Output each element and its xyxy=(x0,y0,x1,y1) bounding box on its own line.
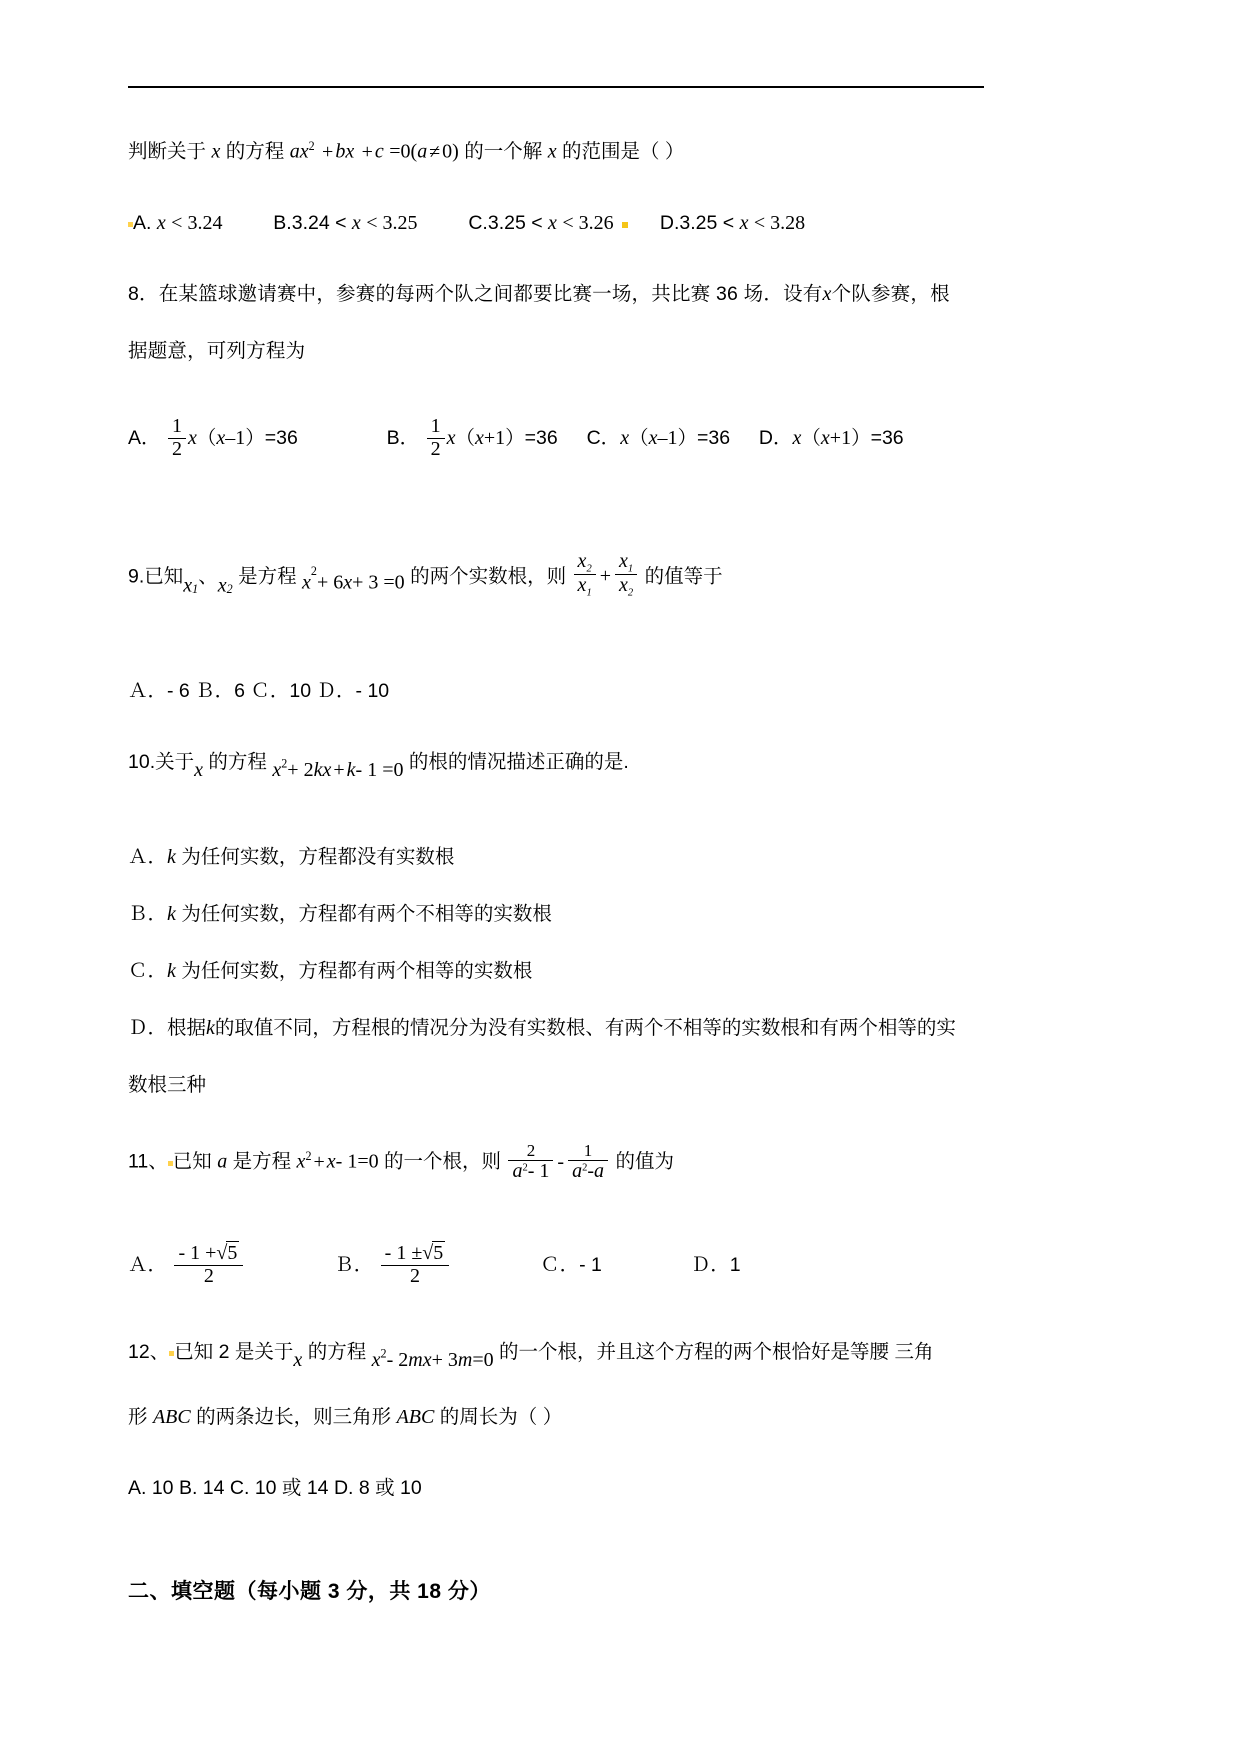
q7-equals-zero: =0( xyxy=(389,140,418,163)
q9-f1-den-sub: 1 xyxy=(586,587,592,599)
q10-eq-exponent: 2 xyxy=(281,756,288,771)
q11-eq-tail: - 1=0 xyxy=(335,1150,379,1173)
q7-option-a-var: x xyxy=(156,211,166,234)
q10-option-c-text: 为任何实数，方程都有两个相等的实数根 xyxy=(181,960,533,983)
q11-opt-a-num-pre: - 1 + xyxy=(178,1242,217,1265)
q8-stem-line1: 8．在某篮球邀请赛中，参赛的每两个队之间都要比赛一场，共比赛 36 场．设有 xyxy=(128,282,823,305)
q11-a-var: a xyxy=(217,1150,228,1173)
question-12-stem-line2 xyxy=(128,1389,984,1446)
spacer xyxy=(128,799,984,829)
q7-stem-part-a: 判断关于 xyxy=(128,140,207,163)
q12-variable: x xyxy=(293,1348,303,1371)
q11-fraction-1-numerator: 2 xyxy=(508,1142,553,1161)
q8-stem-line1-tail: 个队参赛，根 xyxy=(831,282,950,305)
q8-option-c-var: x xyxy=(620,426,630,449)
q7-coef-a: a xyxy=(289,140,300,163)
q11-eq-exponent: 2 xyxy=(305,1149,312,1164)
q7-option-a-label[interactable]: A. xyxy=(133,211,152,234)
q11-eq-x-2: x xyxy=(326,1150,336,1173)
q7-option-d-rel: < 3.28 xyxy=(753,211,806,234)
q9-after: 的两个实数根，则 xyxy=(410,565,567,587)
spacer xyxy=(128,1114,984,1128)
q7-a-condition: a xyxy=(417,140,428,163)
q11-eq-plus: + xyxy=(313,1150,325,1173)
question-7-options xyxy=(128,195,984,252)
q10-option-b-label: Ｂ． xyxy=(128,903,168,926)
q10-eq-k: k xyxy=(313,759,323,782)
q12-eq-m-2: m xyxy=(457,1348,473,1371)
q8-option-c-inner-op: –1 xyxy=(657,426,678,449)
question-11-stem xyxy=(128,1128,984,1191)
q9-f2-num-sub: 1 xyxy=(627,562,634,574)
q11-option-d-label[interactable]: Ｄ．1 xyxy=(690,1253,741,1276)
q12-eq-exponent: 2 xyxy=(380,1346,387,1361)
q12-eq-m: m xyxy=(408,1348,423,1371)
q7-eq-x: x xyxy=(299,140,309,163)
q7-exponent: 2 xyxy=(308,139,315,153)
q11-minus: - xyxy=(557,1150,565,1173)
q12-line2-c: 的周长为（ ） xyxy=(439,1405,563,1428)
q11-option-a-numerator xyxy=(174,1243,243,1266)
q11-option-a-label[interactable]: Ａ． xyxy=(128,1253,168,1276)
question-9-options[interactable]: Ａ．- 6 Ｂ．6 Ｃ．10 Ｄ．- 10 xyxy=(128,680,390,703)
question-10-option-c[interactable] xyxy=(128,943,984,1000)
spacer xyxy=(128,181,984,195)
q11-eq-x: x xyxy=(296,1150,306,1173)
q9-fraction-1-numerator xyxy=(574,551,596,576)
q12-eq-x-2: x xyxy=(422,1348,432,1371)
question-9-stem xyxy=(128,543,984,618)
q9-fraction-2-denominator xyxy=(615,575,637,599)
q12-eq-plus: + 3 xyxy=(431,1348,458,1371)
q11-f1-den-exp: 2 xyxy=(522,1162,528,1174)
q8-option-b-numerator: 1 xyxy=(427,416,445,439)
q7-option-c-var: x xyxy=(548,211,557,234)
q8-option-c-open: （ xyxy=(629,426,649,449)
q9-fraction-2-numerator xyxy=(615,551,637,576)
q9-root-1: x xyxy=(183,574,193,596)
q8-option-b-inner-var: x xyxy=(475,426,484,449)
q10-option-c-var: k xyxy=(167,960,176,983)
q10-eq-x: x xyxy=(272,759,282,782)
q8-stem-variable: x xyxy=(822,282,832,305)
q11-f2-den-exp: 2 xyxy=(582,1162,588,1174)
question-8-options xyxy=(128,410,984,467)
q9-root-1-sub: 1 xyxy=(192,581,199,596)
q10-option-b-text: 为任何实数，方程都有两个不相等的实数根 xyxy=(181,903,552,926)
q11-fraction-1 xyxy=(508,1142,553,1183)
spacer xyxy=(128,617,984,663)
q8-option-b-fraction xyxy=(427,416,445,460)
q7-option-b-rel: < 3.25 xyxy=(366,211,418,234)
spacer xyxy=(128,720,984,734)
q12-eq-mid: - 2 xyxy=(386,1348,409,1371)
q9-eq-rest: + 6 xyxy=(316,571,344,593)
q11-fraction-1-denominator xyxy=(508,1161,553,1183)
q11-tail: 的值为 xyxy=(615,1150,674,1173)
q8-option-b-open: （ xyxy=(455,426,475,449)
q9-comma: 、 xyxy=(198,565,218,587)
q11-mid: 是方程 xyxy=(232,1150,292,1173)
question-8-stem xyxy=(128,266,984,323)
q11-lead: 11、 xyxy=(128,1150,168,1173)
spacer xyxy=(128,380,984,410)
q9-f1-num-sub: 2 xyxy=(586,562,592,574)
q10-variable: x xyxy=(194,759,203,782)
q9-fraction-1 xyxy=(574,551,596,600)
q9-tail: 的值等于 xyxy=(644,565,723,587)
q8-option-d-inner-var: x xyxy=(820,426,830,449)
q9-eq-exponent: 2 xyxy=(310,563,317,578)
question-10-option-d-cont xyxy=(128,1057,984,1114)
q11-f1-den-a: a xyxy=(512,1160,523,1183)
q9-f1-num-var: x xyxy=(577,549,587,572)
q8-option-d-inner-op: +1 xyxy=(829,426,852,449)
q10-option-a-text: 为任何实数，方程都没有实数根 xyxy=(181,846,455,869)
q8-option-a-close: ）=36 xyxy=(245,426,298,449)
q9-mid: 是方程 xyxy=(238,565,297,587)
question-10-option-b[interactable] xyxy=(128,886,984,943)
header-divider xyxy=(128,86,984,88)
q11-fraction-2 xyxy=(568,1142,608,1183)
q8-option-a-open: （ xyxy=(196,426,217,449)
q8-option-b-denominator: 2 xyxy=(430,437,441,460)
question-12-options[interactable]: A. 10 B. 14 C. 10 或 14 D. 8 或 10 xyxy=(128,1476,422,1499)
q10-mid: 的方程 xyxy=(208,751,267,774)
spacer xyxy=(128,252,984,266)
q9-f2-den-var: x xyxy=(618,574,628,597)
q8-option-a-var: x xyxy=(187,426,197,449)
page-content xyxy=(128,86,984,1620)
question-12-stem xyxy=(128,1324,984,1389)
q10-option-d-var: k xyxy=(206,1017,215,1040)
q10-eq-tail: - 1 =0 xyxy=(355,759,404,782)
q10-option-d-line2: 数根三种 xyxy=(128,1074,207,1097)
q12-line2-b: 的两条边长，则三角形 xyxy=(196,1405,392,1428)
q8-stem-line2-text: 据题意，可列方程为 xyxy=(128,339,306,362)
q8-option-d-label[interactable]: D． xyxy=(758,426,793,449)
q12-triangle-abc-2: ABC xyxy=(396,1405,435,1428)
q12-line1-a: 已知 2 是关于 xyxy=(174,1340,294,1363)
q11-option-b-label[interactable]: Ｂ． xyxy=(334,1253,374,1276)
q8-option-d-var: x xyxy=(792,426,802,449)
question-8-stem-line2 xyxy=(128,323,984,380)
q8-option-c-label[interactable]: C． xyxy=(586,426,621,449)
q7-stem-part-d: 的范围是（ ） xyxy=(562,140,685,163)
q9-eq-x: x xyxy=(302,571,311,593)
q10-option-b-var: k xyxy=(167,903,176,926)
q10-option-a-var: k xyxy=(167,846,176,869)
q7-eq-x-2: x xyxy=(345,140,355,163)
highlight-dot-icon xyxy=(622,222,628,228)
q7-zero-close: 0) xyxy=(442,140,459,163)
spacer xyxy=(128,513,984,543)
q11-opt-b-radicand: 5 xyxy=(433,1242,444,1265)
q10-option-c-label: Ｃ． xyxy=(128,960,168,983)
sqrt-icon: √5 xyxy=(216,1242,238,1265)
q9-fraction-1-denominator xyxy=(574,575,596,599)
q7-coef-c: c xyxy=(374,140,384,163)
q7-plus-1: + xyxy=(322,140,334,163)
q11-option-b-fraction xyxy=(381,1243,450,1287)
q11-known: 已知 xyxy=(172,1150,212,1173)
q9-eq-x-2: x xyxy=(343,571,353,593)
q10-eq-plus: + xyxy=(333,759,345,782)
q11-f1-den-tail: - 1 xyxy=(527,1160,550,1183)
q12-triangle-abc-1: ABC xyxy=(152,1405,191,1428)
question-11-options xyxy=(128,1237,984,1294)
q8-option-a-inner-op: –1 xyxy=(225,426,246,449)
q8-option-c-close: ）=36 xyxy=(677,426,731,449)
q7-solution-variable: x xyxy=(547,140,557,163)
spacer xyxy=(128,1294,984,1324)
q8-option-a-label[interactable]: A． xyxy=(128,426,161,449)
q11-fraction-2-denominator xyxy=(568,1161,608,1183)
q7-option-b-var: x xyxy=(351,211,361,234)
q7-option-d-label[interactable]: D.3.25 < xyxy=(659,211,735,234)
q9-eq-tail: + 3 =0 xyxy=(352,571,405,593)
q8-option-d-open: （ xyxy=(801,426,821,449)
q11-option-a-fraction xyxy=(174,1243,243,1287)
q8-option-b-var: x xyxy=(446,426,456,449)
spacer xyxy=(128,467,984,513)
q7-option-c-rel: < 3.26 xyxy=(562,211,614,234)
q7-stem-part-c: 的一个解 xyxy=(464,140,543,163)
q10-lead: 10.关于 xyxy=(128,751,195,774)
q8-option-a-denominator: 2 xyxy=(171,437,182,460)
section-2-heading: 二、填空题（每小题 3 分，共 18 分） xyxy=(128,1579,491,1603)
q11-f2-den-tail: - xyxy=(587,1160,595,1183)
q11-opt-a-radicand: 5 xyxy=(227,1242,238,1265)
not-equal-icon: ≠ xyxy=(429,140,441,163)
q9-lead: 9.已知 xyxy=(128,565,184,587)
q12-line1-c: 的一个根，并且这个方程的两个根恰好是等腰 三角 xyxy=(499,1340,934,1363)
q12-line1-b: 的方程 xyxy=(307,1340,367,1363)
q9-root-2: x xyxy=(217,574,227,596)
q11-option-b-numerator xyxy=(381,1243,450,1266)
q10-option-d-text: 的取值不同，方程根的情况分为没有实数根、有两个不相等的实数根和有两个相等的实 xyxy=(214,1017,956,1040)
q9-f2-den-sub: 2 xyxy=(627,587,634,599)
q7-stem-variable: x xyxy=(211,140,221,163)
q8-option-a-inner-var: x xyxy=(216,426,226,449)
q10-after: 的根的情况描述正确的是. xyxy=(408,751,629,774)
q8-option-b-inner-op: +1 xyxy=(483,426,506,449)
q11-option-b-denominator: 2 xyxy=(409,1264,420,1287)
question-10-option-a[interactable] xyxy=(128,829,984,886)
q10-option-d-lead: Ｄ．根据 xyxy=(128,1017,207,1040)
q7-option-a-rel: < 3.24 xyxy=(171,211,223,234)
question-10-option-d[interactable] xyxy=(128,1000,984,1057)
q11-option-c-label[interactable]: Ｃ．- 1 xyxy=(540,1253,602,1276)
q11-option-a-denominator: 2 xyxy=(203,1264,214,1287)
q7-option-d-var: x xyxy=(739,211,749,234)
q8-option-b-close: ）=36 xyxy=(505,426,558,449)
q7-plus-2: + xyxy=(361,140,373,163)
q7-coef-b: b xyxy=(335,140,346,163)
q7-option-c-label[interactable]: C.3.25 < xyxy=(468,211,543,234)
q12-eq-tail: =0 xyxy=(472,1348,494,1371)
q12-lead: 12、 xyxy=(128,1340,170,1363)
q11-f2-den-a2: a xyxy=(594,1160,605,1183)
q10-eq-mid: + 2 xyxy=(287,759,314,782)
q9-root-2-sub: 2 xyxy=(226,581,233,596)
q7-option-b-label[interactable]: B.3.24 < xyxy=(273,211,347,234)
q8-option-b-label[interactable]: B． xyxy=(386,426,420,449)
q12-line2-a: 形 xyxy=(128,1405,148,1428)
spacer xyxy=(128,1446,984,1460)
q9-f2-num-var: x xyxy=(618,549,628,572)
q9-fraction-2 xyxy=(615,551,637,600)
spacer xyxy=(128,1191,984,1237)
q10-eq-k-2: k xyxy=(346,759,356,782)
q8-option-d-close: ）=36 xyxy=(851,426,904,449)
q8-option-c-inner-var: x xyxy=(648,426,658,449)
q9-plus: + xyxy=(599,565,611,587)
q9-f1-den-var: x xyxy=(577,574,587,597)
q8-option-a-numerator: 1 xyxy=(168,416,186,439)
q11-after: 的一个根，则 xyxy=(384,1150,502,1173)
question-7-stem xyxy=(128,118,984,181)
spacer xyxy=(128,1517,984,1563)
q10-eq-x-2: x xyxy=(322,759,332,782)
sqrt-icon: √5 xyxy=(422,1242,444,1265)
q11-fraction-2-numerator: 1 xyxy=(568,1142,608,1161)
q7-stem-part-b: 的方程 xyxy=(225,140,285,163)
q12-eq-x: x xyxy=(371,1348,381,1371)
q11-f2-den-a: a xyxy=(572,1160,583,1183)
q11-opt-b-num-pre: - 1 ± xyxy=(384,1242,423,1265)
question-10-stem xyxy=(128,734,984,799)
q10-option-a-label: Ａ． xyxy=(128,846,168,869)
q8-option-a-fraction xyxy=(168,416,186,460)
